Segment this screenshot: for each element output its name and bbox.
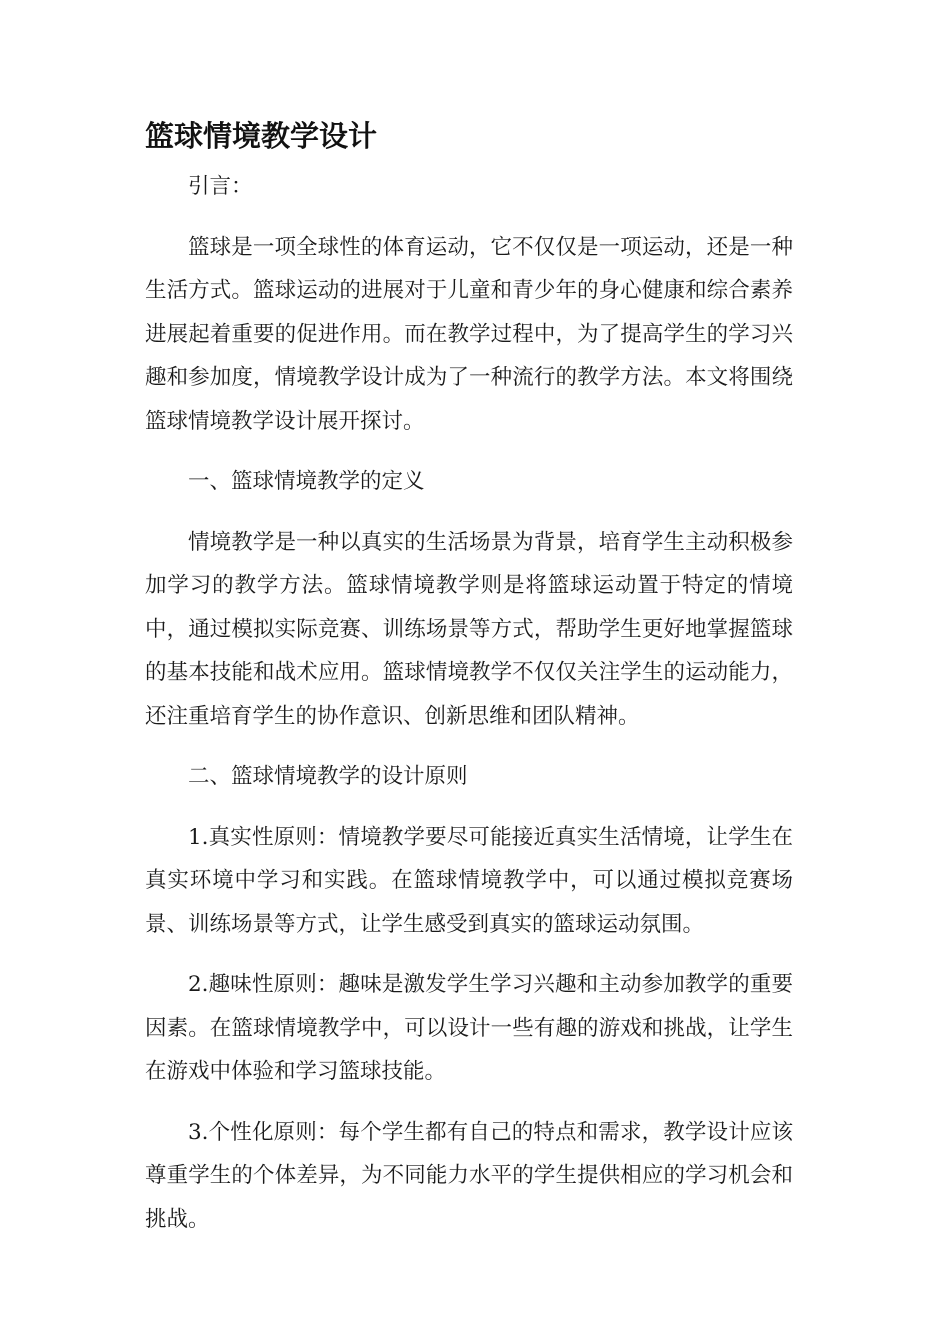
- paragraph-principle-fun: 2.趣味性原则：趣味是激发学生学习兴趣和主动参加教学的重要因素。在篮球情境教学中，可以设计一些有趣的游戏和挑战，让学生在游戏中体验和学习篮球技能。: [145, 972, 793, 1084]
- section-heading-intro: 引言：: [188, 174, 253, 199]
- paragraph-principle-authenticity: 1.真实性原则：情境教学要尽可能接近真实生活情境，让学生在真实环境中学习和实践。在篮球情境教学中，可以通过模拟竞赛场景、训练场景等方式，让学生感受到真实的篮球运动氛围。: [145, 824, 793, 937]
- section-heading-definition: 一、篮球情境教学的定义: [188, 469, 425, 494]
- paragraph-principle-personalization: 3.个性化原则：每个学生都有自己的特点和需求，教学设计应该尊重学生的个体差异，为不同能力水平的学生提供相应的学习机会和挑战。: [145, 1119, 793, 1232]
- document-title: 篮球情境教学设计: [145, 119, 378, 153]
- paragraph-definition: 情境教学是一种以真实的生活场景为背景，培育学生主动积极参加学习的教学方法。篮球情境教学则是将篮球运动置于特定的情境中，通过模拟实际竞赛、训练场景等方式，帮助学生更好地掌握篮球的基本技能和战术应用。篮球情境教学不仅仅关注学生的运动能力，还注重培育学生的协作意识、创新思维和团队精神。: [145, 529, 793, 729]
- paragraph-intro: 篮球是一项全球性的体育运动，它不仅仅是一项运动，还是一种生活方式。篮球运动的进展对于儿童和青少年的身心健康和综合素养进展起着重要的促进作用。而在教学过程中，为了提高学生的学习兴趣和参加度，情境教学设计成为了一种流行的教学方法。本文将围绕篮球情境教学设计展开探讨。: [145, 234, 793, 434]
- document-body: [145, 112, 793, 1258]
- section-heading-principles: 二、篮球情境教学的设计原则: [188, 764, 468, 789]
